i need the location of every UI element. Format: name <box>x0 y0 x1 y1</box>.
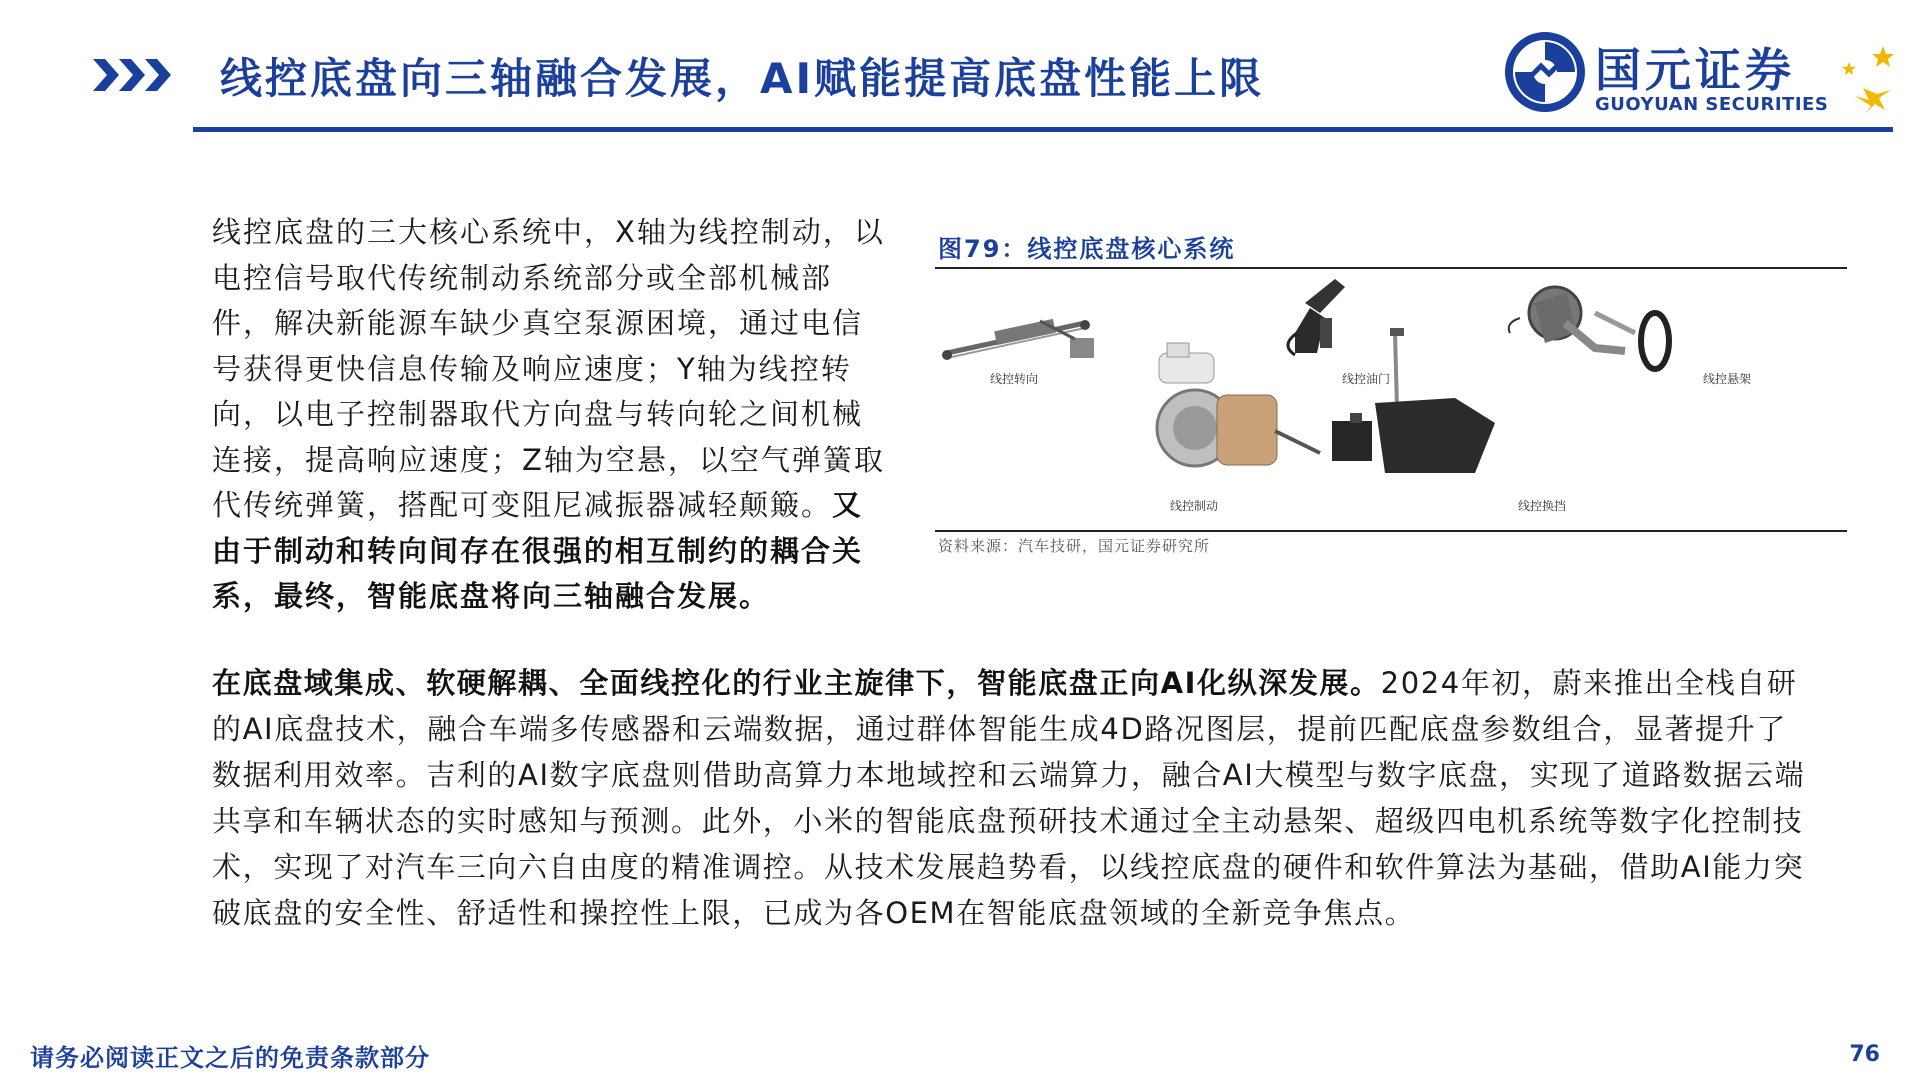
throttle-by-wire-image <box>1288 279 1345 355</box>
intro-text: 线控底盘的三大核心系统中，X轴为线控制动，以电控信号取代传统制动系统部分或全部机械部件，解决新能源车缺少真空泵源困境，通过电信号获得更快信息传输及响应速度；Y轴为线控转向，以电子控制器取代方向盘与转向轮之间机械连接，提高响应速度；Z轴为空悬，以空气弹簧取代传统弹簧，搭配可变阻尼减振器减轻颠簸。 <box>212 215 885 522</box>
triple-chevron-right-icon <box>93 55 193 95</box>
brake-by-wire-image <box>1157 343 1320 466</box>
caption-steering: 线控转向 <box>990 372 1039 386</box>
chassis-systems-illustration <box>935 273 1847 528</box>
figure-source: 资料来源：汽车技研，国元证券研究所 <box>938 537 1211 555</box>
company-logo <box>1505 32 1905 122</box>
header-divider <box>193 127 1893 132</box>
ai-chassis-body: 2024年初，蔚来推出全栈自研的AI底盘技术，融合车端多传感器和云端数据，通过群体智能生成4D路况图层，提前匹配底盘参数组合，显著提升了数据利用效率。吉利的AI数字底盘则借助高算力本地域控和云端算力，融合AI大模型与数字底盘，实现了道路数据云端共享和车辆状态的实时感知与预测。此外，小米的智能底盘预研技术通过全主动悬架、超级四电机系统等数字化控制技术，实现了对汽车三向六自由度的精准调控。从技术发展趋势看，以线控底盘的硬件和软件算法为基础，借助AI能力突破底盘的安全性、舒适性和操控性上限，已成为各OEM在智能底盘领域的全新竞争焦点。 <box>212 666 1806 930</box>
page-title: 线控底盘向三轴融合发展，AI赋能提高底盘性能上限 <box>220 54 1265 103</box>
intro-conclusion: 又由于制动和转向间存在很强的相互制约的耦合关系，最终，智能底盘将向三轴融合发展。 <box>212 488 864 613</box>
logo-english-name: GUOYUAN SECURITIES <box>1595 94 1829 115</box>
caption-braking: 线控制动 <box>1170 499 1219 513</box>
ai-chassis-paragraph <box>212 660 1812 936</box>
suspension-by-wire-image <box>1509 287 1669 369</box>
logo-mark-icon <box>1505 32 1585 112</box>
figure-title: 图79：线控底盘核心系统 <box>938 235 1236 263</box>
figure-bottom-rule <box>935 530 1847 532</box>
logo-stars-icon <box>1835 40 1900 115</box>
caption-suspension: 线控悬架 <box>1703 372 1752 386</box>
caption-shifting: 线控换挡 <box>1518 499 1567 513</box>
page-header <box>0 0 1920 140</box>
figure-79 <box>935 225 1847 555</box>
page-number: 76 <box>1849 1042 1880 1067</box>
ai-chassis-lead: 在底盘域集成、软硬解耦、全面线控化的行业主旋律下，智能底盘正向AI化纵深发展。 <box>212 666 1381 700</box>
shift-by-wire-image <box>1332 328 1495 473</box>
steer-by-wire-image <box>942 319 1094 360</box>
disclaimer-note: 请务必阅读正文之后的免责条款部分 <box>30 1044 430 1072</box>
figure-top-rule <box>935 267 1847 269</box>
intro-paragraph <box>212 210 892 620</box>
caption-throttle: 线控油门 <box>1342 372 1391 386</box>
logo-chinese-name: 国元证券 <box>1595 43 1795 97</box>
